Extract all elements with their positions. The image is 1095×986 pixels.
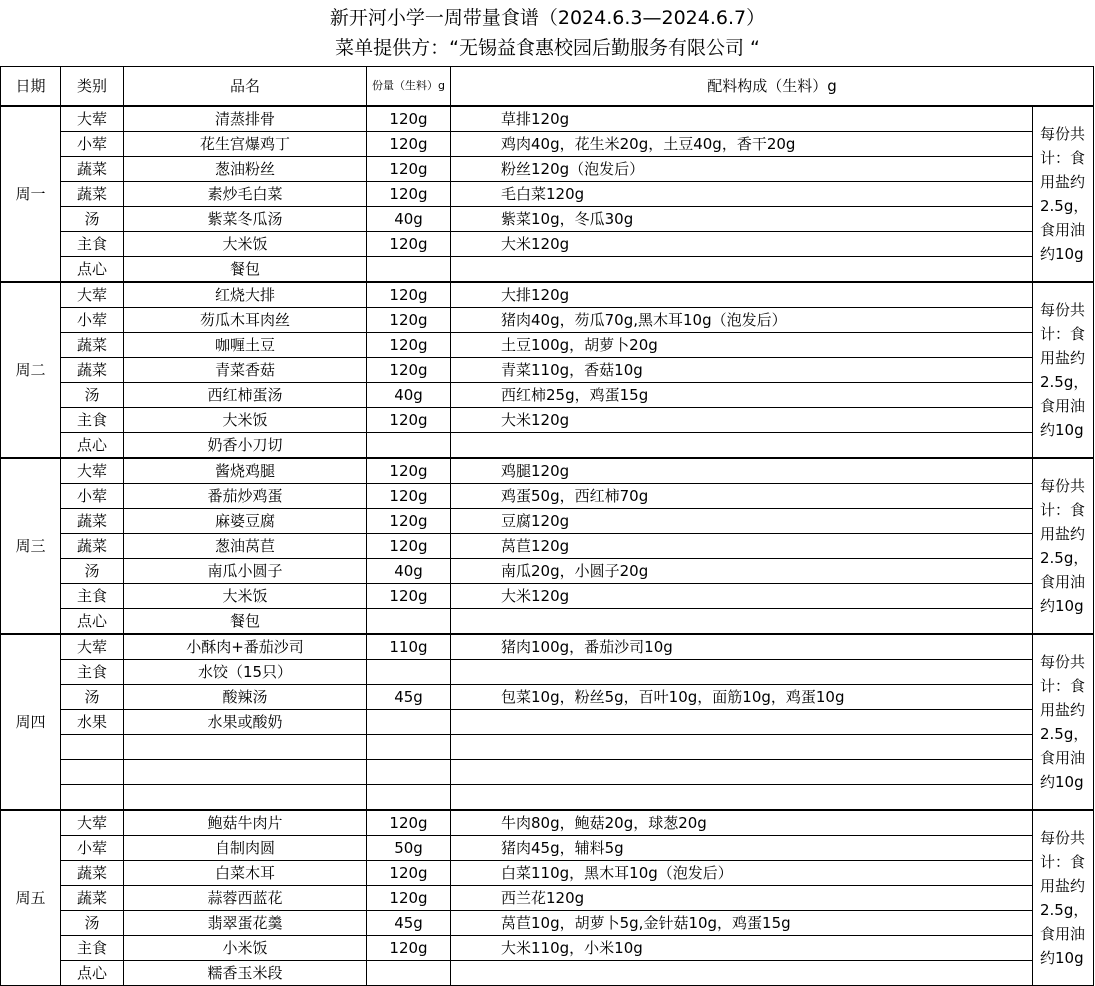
qty-cell: 120g: [367, 106, 451, 132]
category-cell: 小荤: [61, 308, 124, 333]
category-cell: 点心: [61, 433, 124, 459]
category-cell: 主食: [61, 660, 124, 685]
dish-cell: 紫菜冬瓜汤: [124, 207, 367, 232]
category-cell: 小荤: [61, 132, 124, 157]
table-row: [1, 911, 1094, 936]
dish-cell: 水果或酸奶: [124, 710, 367, 735]
dish-cell: 奶香小刀切: [124, 433, 367, 459]
header-qty: 份量（生料）g: [367, 67, 451, 107]
day-cell: 周四: [1, 634, 61, 810]
table-row: [1, 785, 1094, 811]
dish-cell: 红烧大排: [124, 282, 367, 308]
dish-cell: 番茄炒鸡蛋: [124, 484, 367, 509]
qty-cell: 120g: [367, 584, 451, 609]
qty-cell: 120g: [367, 282, 451, 308]
category-cell: 主食: [61, 408, 124, 433]
ingredients-cell: [451, 433, 1033, 459]
menu-table: [0, 66, 1094, 986]
qty-cell: [367, 257, 451, 283]
dish-cell: 酸辣汤: [124, 685, 367, 710]
qty-cell: [367, 609, 451, 635]
ingredients-cell: 莴苣10g，胡萝卜5g,金针菇10g，鸡蛋15g: [451, 911, 1033, 936]
table-row: [1, 735, 1094, 760]
dish-cell: 清蒸排骨: [124, 106, 367, 132]
ingredients-cell: 白菜110g，黑木耳10g（泡发后）: [451, 861, 1033, 886]
table-row: [1, 282, 1094, 308]
dish-cell: 自制肉圆: [124, 836, 367, 861]
qty-cell: [367, 785, 451, 811]
table-row: [1, 634, 1094, 660]
qty-cell: 120g: [367, 936, 451, 961]
table-row: [1, 509, 1094, 534]
category-cell: 汤: [61, 207, 124, 232]
ingredients-cell: 莴苣120g: [451, 534, 1033, 559]
qty-cell: 50g: [367, 836, 451, 861]
table-row: [1, 660, 1094, 685]
dish-cell: 小米饭: [124, 936, 367, 961]
ingredients-cell: 豆腐120g: [451, 509, 1033, 534]
table-row: [1, 936, 1094, 961]
ingredients-cell: [451, 609, 1033, 635]
ingredients-cell: 猪肉45g，辅料5g: [451, 836, 1033, 861]
category-cell: 主食: [61, 584, 124, 609]
qty-cell: 120g: [367, 232, 451, 257]
dish-cell: 餐包: [124, 609, 367, 635]
qty-cell: 45g: [367, 685, 451, 710]
ingredients-cell: 大排120g: [451, 282, 1033, 308]
qty-cell: 40g: [367, 207, 451, 232]
ingredients-cell: 青菜110g，香菇10g: [451, 358, 1033, 383]
category-cell: 汤: [61, 911, 124, 936]
table-row: [1, 207, 1094, 232]
ingredients-cell: 鸡腿120g: [451, 458, 1033, 484]
ingredients-cell: 毛白菜120g: [451, 182, 1033, 207]
table-row: [1, 609, 1094, 635]
ingredients-cell: [451, 710, 1033, 735]
ingredients-cell: 牛肉80g，鲍菇20g，球葱20g: [451, 810, 1033, 836]
dish-cell: 水饺（15只）: [124, 660, 367, 685]
dish-cell: 咖喱土豆: [124, 333, 367, 358]
table-row: [1, 836, 1094, 861]
table-row: [1, 157, 1094, 182]
dish-cell: 大米饭: [124, 232, 367, 257]
ingredients-cell: 大米120g: [451, 584, 1033, 609]
table-row: [1, 333, 1094, 358]
category-cell: [61, 760, 124, 785]
header-date: 日期: [1, 67, 61, 107]
table-row: [1, 106, 1094, 132]
category-cell: 大荤: [61, 634, 124, 660]
page-title: 新开河小学一周带量食谱（2024.6.3—2024.6.7）: [329, 7, 766, 29]
dish-cell: 酱烧鸡腿: [124, 458, 367, 484]
dish-cell: [124, 785, 367, 811]
category-cell: 大荤: [61, 282, 124, 308]
qty-cell: 120g: [367, 408, 451, 433]
ingredients-cell: [451, 660, 1033, 685]
qty-cell: 120g: [367, 509, 451, 534]
table-row: [1, 257, 1094, 283]
category-cell: 蔬菜: [61, 534, 124, 559]
nutrition-note: 每份共计：食用盐约2.5g，食用油约10g: [1033, 282, 1094, 458]
category-cell: 蔬菜: [61, 157, 124, 182]
category-cell: 大荤: [61, 810, 124, 836]
table-row: [1, 559, 1094, 584]
ingredients-cell: 大米120g: [451, 232, 1033, 257]
nutrition-note: 每份共计：食用盐约2.5g，食用油约10g: [1033, 810, 1094, 986]
qty-cell: 120g: [367, 534, 451, 559]
table-row: [1, 408, 1094, 433]
qty-cell: 120g: [367, 484, 451, 509]
ingredients-cell: 鸡肉40g，花生米20g，土豆40g，香干20g: [451, 132, 1033, 157]
table-row: [1, 308, 1094, 333]
table-row: [1, 861, 1094, 886]
dish-cell: 小酥肉+番茄沙司: [124, 634, 367, 660]
dish-cell: 葱油莴苣: [124, 534, 367, 559]
ingredients-cell: 鸡蛋50g，西红柿70g: [451, 484, 1033, 509]
table-row: [1, 358, 1094, 383]
category-cell: 主食: [61, 232, 124, 257]
nutrition-note: 每份共计：食用盐约2.5g，食用油约10g: [1033, 458, 1094, 634]
qty-cell: 120g: [367, 810, 451, 836]
category-cell: 汤: [61, 383, 124, 408]
table-row: [1, 584, 1094, 609]
table-row: [1, 383, 1094, 408]
ingredients-cell: 草排120g: [451, 106, 1033, 132]
table-row: [1, 710, 1094, 735]
dish-cell: 素炒毛白菜: [124, 182, 367, 207]
header-row: [1, 67, 1094, 107]
dish-cell: 鲍菇牛肉片: [124, 810, 367, 836]
ingredients-cell: 紫菜10g，冬瓜30g: [451, 207, 1033, 232]
qty-cell: [367, 660, 451, 685]
table-row: [1, 484, 1094, 509]
category-cell: 大荤: [61, 458, 124, 484]
ingredients-cell: [451, 257, 1033, 283]
table-row: [1, 182, 1094, 207]
header-category: 类别: [61, 67, 124, 107]
ingredients-cell: 猪肉40g，芴瓜70g,黑木耳10g（泡发后）: [451, 308, 1033, 333]
qty-cell: 120g: [367, 157, 451, 182]
table-row: [1, 132, 1094, 157]
qty-cell: [367, 710, 451, 735]
category-cell: 蔬菜: [61, 886, 124, 911]
ingredients-cell: 包菜10g，粉丝5g，百叶10g，面筋10g，鸡蛋10g: [451, 685, 1033, 710]
qty-cell: 120g: [367, 132, 451, 157]
ingredients-cell: [451, 735, 1033, 760]
ingredients-cell: 土豆100g，胡萝卜20g: [451, 333, 1033, 358]
category-cell: 主食: [61, 936, 124, 961]
dish-cell: 花生宫爆鸡丁: [124, 132, 367, 157]
qty-cell: 120g: [367, 182, 451, 207]
qty-cell: 45g: [367, 911, 451, 936]
qty-cell: 110g: [367, 634, 451, 660]
day-cell: 周五: [1, 810, 61, 986]
category-cell: 点心: [61, 609, 124, 635]
qty-cell: 120g: [367, 886, 451, 911]
ingredients-cell: 西红柿25g，鸡蛋15g: [451, 383, 1033, 408]
table-row: [1, 458, 1094, 484]
category-cell: 点心: [61, 961, 124, 986]
category-cell: 汤: [61, 685, 124, 710]
qty-cell: 120g: [367, 458, 451, 484]
dish-cell: 餐包: [124, 257, 367, 283]
qty-cell: 40g: [367, 383, 451, 408]
qty-cell: [367, 760, 451, 785]
dish-cell: 大米饭: [124, 408, 367, 433]
qty-cell: [367, 433, 451, 459]
header-ingredients: 配料构成（生料）g: [451, 67, 1094, 107]
category-cell: 蔬菜: [61, 861, 124, 886]
category-cell: 汤: [61, 559, 124, 584]
qty-cell: 120g: [367, 861, 451, 886]
dish-cell: 蒜蓉西蓝花: [124, 886, 367, 911]
day-cell: 周三: [1, 458, 61, 634]
table-row: [1, 886, 1094, 911]
category-cell: 点心: [61, 257, 124, 283]
qty-cell: 40g: [367, 559, 451, 584]
qty-cell: [367, 735, 451, 760]
category-cell: 蔬菜: [61, 182, 124, 207]
dish-cell: [124, 760, 367, 785]
category-cell: 蔬菜: [61, 509, 124, 534]
dish-cell: 麻婆豆腐: [124, 509, 367, 534]
category-cell: 水果: [61, 710, 124, 735]
category-cell: 小荤: [61, 836, 124, 861]
table-row: [1, 760, 1094, 785]
category-cell: 蔬菜: [61, 333, 124, 358]
page-subtitle: 菜单提供方：“无锡益食惠校园后勤服务有限公司 “: [335, 37, 760, 59]
day-cell: 周一: [1, 106, 61, 282]
ingredients-cell: 南瓜20g，小圆子20g: [451, 559, 1033, 584]
day-cell: 周二: [1, 282, 61, 458]
dish-cell: 糯香玉米段: [124, 961, 367, 986]
table-row: [1, 810, 1094, 836]
dish-cell: [124, 735, 367, 760]
category-cell: 蔬菜: [61, 358, 124, 383]
table-row: [1, 534, 1094, 559]
ingredients-cell: [451, 760, 1033, 785]
dish-cell: 西红柿蛋汤: [124, 383, 367, 408]
header-dish: 品名: [124, 67, 367, 107]
qty-cell: 120g: [367, 358, 451, 383]
ingredients-cell: 大米120g: [451, 408, 1033, 433]
dish-cell: 翡翠蛋花羹: [124, 911, 367, 936]
category-cell: 大荤: [61, 106, 124, 132]
table-row: [1, 685, 1094, 710]
dish-cell: 芴瓜木耳肉丝: [124, 308, 367, 333]
table-row: [1, 433, 1094, 459]
table-row: [1, 232, 1094, 257]
dish-cell: 葱油粉丝: [124, 157, 367, 182]
ingredients-cell: 西兰花120g: [451, 886, 1033, 911]
ingredients-cell: 猪肉100g，番茄沙司10g: [451, 634, 1033, 660]
dish-cell: 南瓜小圆子: [124, 559, 367, 584]
dish-cell: 青菜香菇: [124, 358, 367, 383]
ingredients-cell: 粉丝120g（泡发后）: [451, 157, 1033, 182]
dish-cell: 白菜木耳: [124, 861, 367, 886]
nutrition-note: 每份共计：食用盐约2.5g，食用油约10g: [1033, 106, 1094, 282]
nutrition-note: 每份共计：食用盐约2.5g，食用油约10g: [1033, 634, 1094, 810]
ingredients-cell: [451, 785, 1033, 811]
qty-cell: 120g: [367, 308, 451, 333]
category-cell: [61, 735, 124, 760]
ingredients-cell: 大米110g，小米10g: [451, 936, 1033, 961]
qty-cell: 120g: [367, 333, 451, 358]
category-cell: 小荤: [61, 484, 124, 509]
category-cell: [61, 785, 124, 811]
dish-cell: 大米饭: [124, 584, 367, 609]
